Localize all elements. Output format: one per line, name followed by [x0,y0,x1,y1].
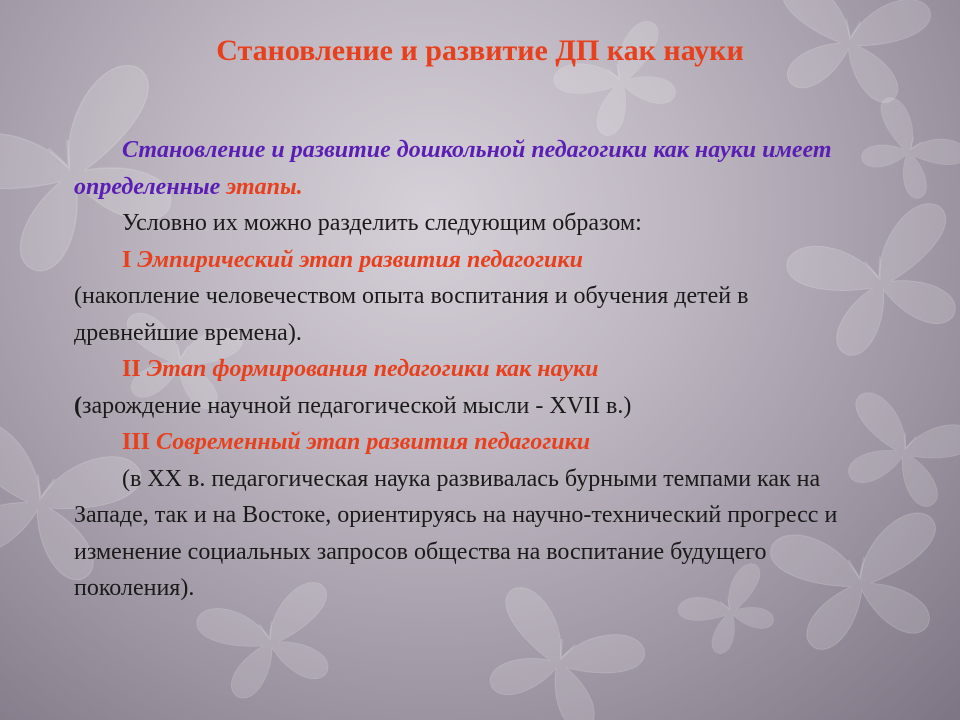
stage-1-name: Эмпирический этап развития педагогики [137,246,583,273]
stage-2-numeral: II [122,356,147,382]
stage-3-description: (в XX в. педагогическая наука развивалась бурными темпами как на Западе, так и на Востоке, ориентируясь на научно-технический прогресс и изменение социальных запросов общества на воспитание будущего поколения). [74,465,838,601]
intro-text: Становление и развитие дошкольной педагогики как науки имеет определенные [74,137,832,200]
intro-highlight: этапы. [226,173,303,200]
stage-3-numeral: III [122,429,157,455]
slide-title: Становление и развитие ДП как науки [216,34,744,67]
subtitle-line: Условно их можно разделить следующим образом: [122,210,642,236]
stage-1-description: (накопление человечеством опыта воспитания и обучения детей в древнейшие времена). [74,283,749,346]
stage-2-name: Этап формирования педагогики как науки [146,356,599,382]
stage-3-heading [74,424,874,461]
stage-1-numeral: I [122,246,138,273]
stage-2-paren: ( [74,392,82,419]
stage-3-name: Современный этап развития педагогики [156,429,591,455]
slide-content [74,132,874,607]
intro-paragraph [74,132,874,205]
stage-1-heading [74,242,874,279]
stage-2-desc-text: зарождение научной педагогической мысли - XVII в.) [82,392,632,419]
stage-2-heading [74,351,874,388]
stage-2-description [74,388,874,425]
